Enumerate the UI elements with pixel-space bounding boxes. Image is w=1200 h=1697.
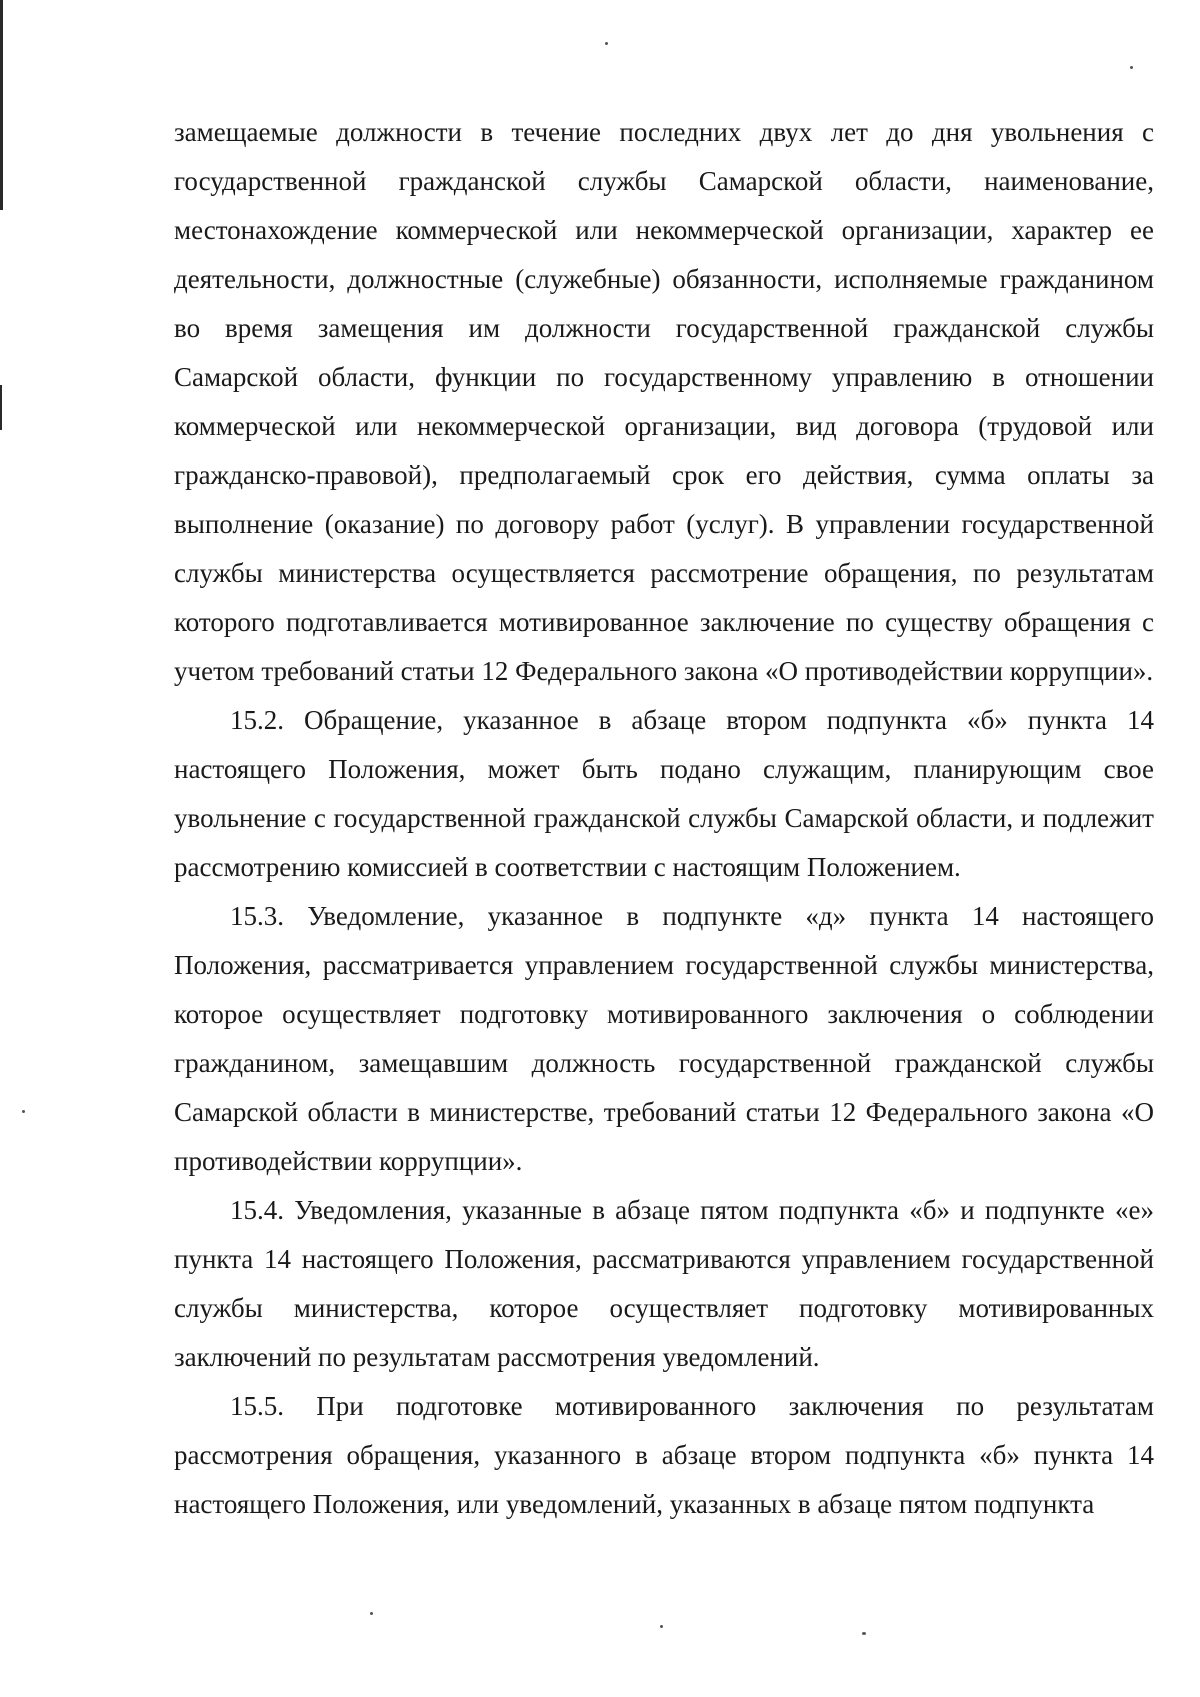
paragraph-15-2: 15.2. Обращение, указанное в абзаце втором подпункта «б» пункта 14 настоящего Положения, может быть подано служащим, планирующим свое увольнение с государственной гражданской службы Самарской области, и подлежит рассмотрению комиссией в соответствии с настоящим Положением. xyxy=(174,705,1154,882)
scan-speck xyxy=(370,1612,373,1615)
scan-speck xyxy=(1130,66,1133,69)
scan-speck xyxy=(22,1110,25,1113)
scan-speck xyxy=(605,42,608,45)
scan-edge-mark xyxy=(0,385,2,430)
paragraph-15-3: 15.3. Уведомление, указанное в подпункте «д» пункта 14 настоящего Положения, рассматривается управлением государственной службы министерства, которое осуществляет подготовку мотивированного заключения о соблюдении гражданином, замещавшим должность государственной гражданской службы Самарской области в министерстве, требований статьи 12 Федерального закона «О противодействии коррупции». xyxy=(174,901,1154,1176)
scan-speck xyxy=(660,1625,663,1628)
scan-speck xyxy=(862,1632,866,1635)
paragraph-15-4: 15.4. Уведомления, указанные в абзаце пятом подпункта «б» и подпункте «е» пункта 14 настоящего Положения, рассматриваются управлением государственной службы министерства, которое осуществляет подготовку мотивированных заключений по результатам рассмотрения уведомлений. xyxy=(174,1195,1154,1372)
document-body xyxy=(174,108,1154,1529)
paragraph-15-5: 15.5. При подготовке мотивированного заключения по результатам рассмотрения обращения, указанного в абзаце втором подпункта «б» пункта 14 настоящего Положения, или уведомлений, указанных в абзаце пятом подпункта xyxy=(174,1391,1154,1519)
paragraph-continuation: замещаемые должности в течение последних двух лет до дня увольнения с государственной гражданской службы Самарской области, наименование, местонахождение коммерческой или некоммерческой организации, характер ее деятельности, должностные (служебные) обязанности, исполняемые гражданином во время замещения им должности государственной гражданской службы Самарской области, функции по государственному управлению в отношении коммерческой или некоммерческой организации, вид договора (трудовой или гражданско-правовой), предполагаемый срок его действия, сумма оплаты за выполнение (оказание) по договору работ (услуг). В управлении государственной службы министерства осуществляется рассмотрение обращения, по результатам которого подготавливается мотивированное заключение по существу обращения с учетом требований статьи 12 Федерального закона «О противодействии коррупции». xyxy=(174,117,1154,686)
scan-edge-line xyxy=(0,0,3,210)
